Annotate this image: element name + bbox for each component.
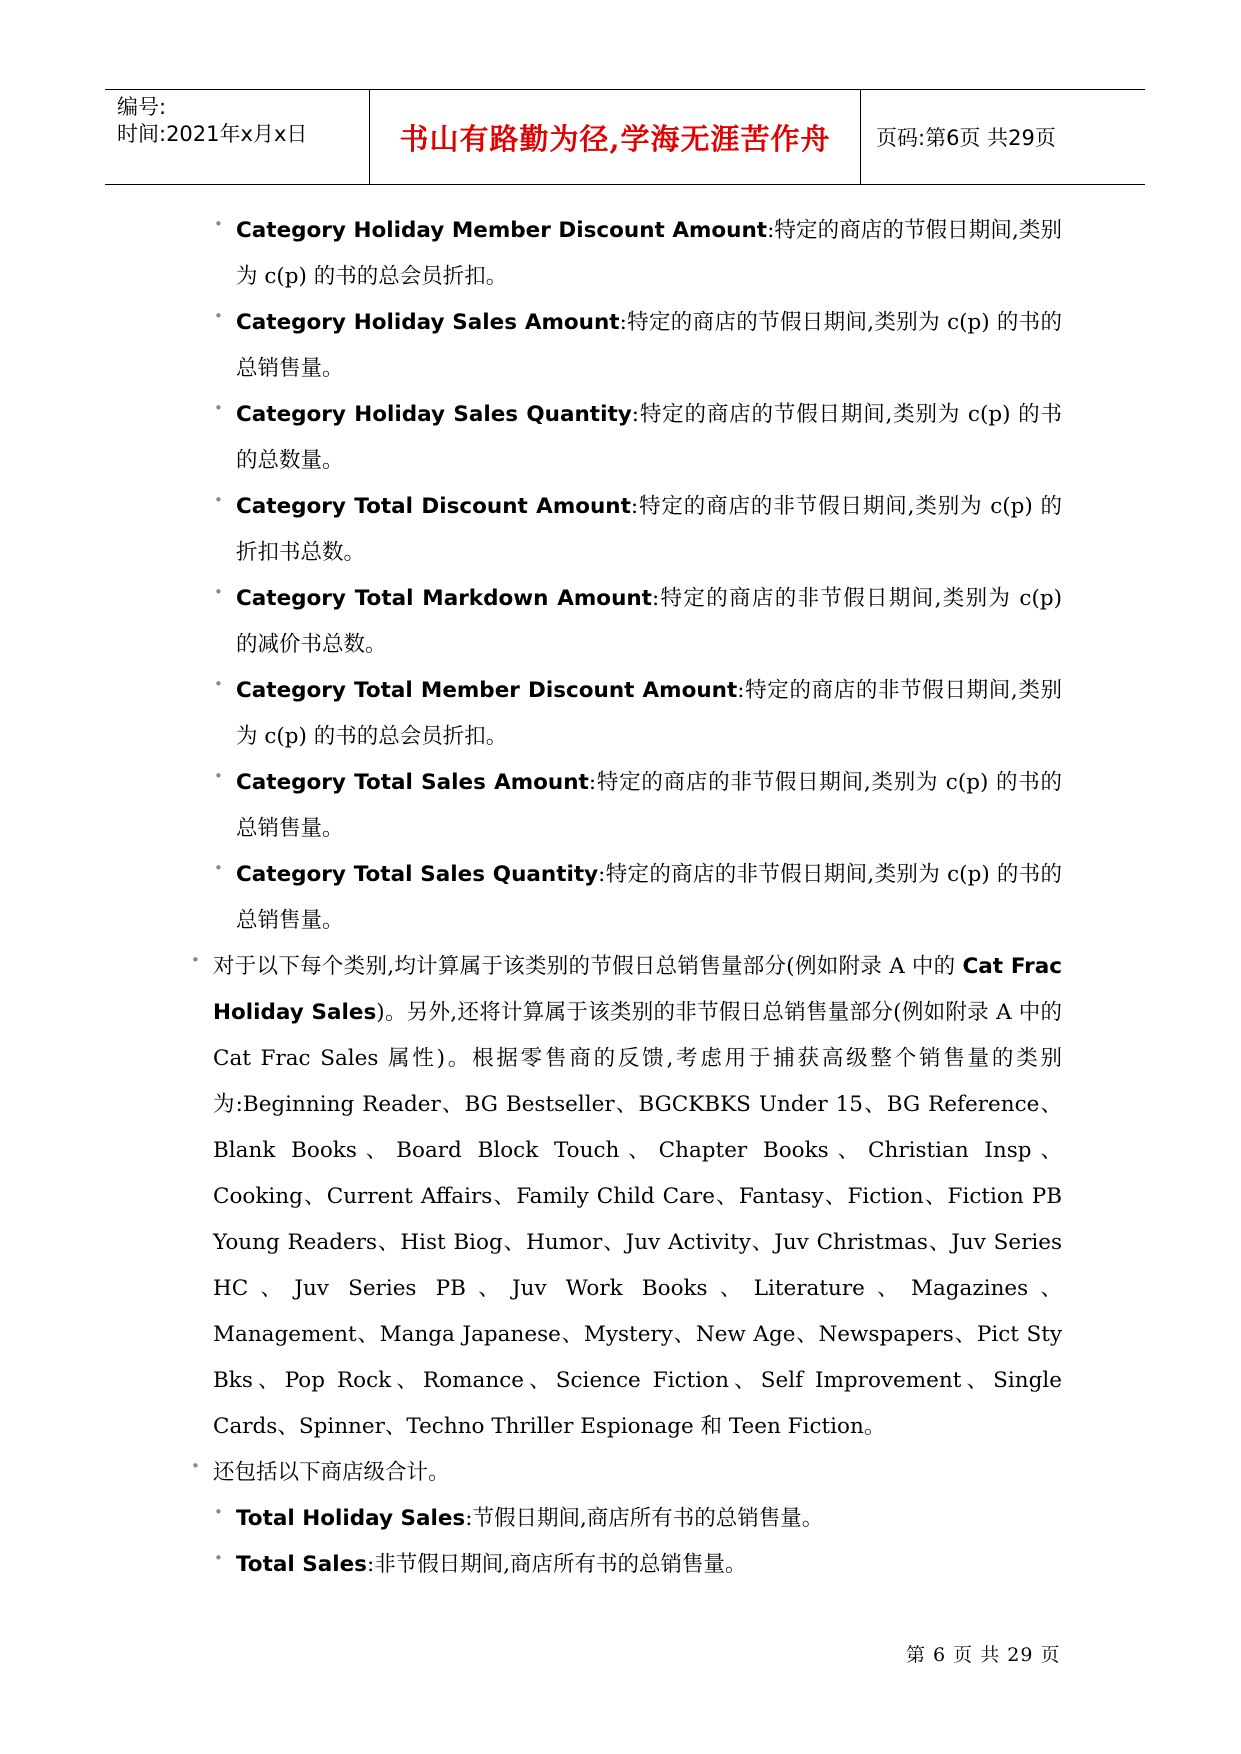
item-text: :特定的商店的节假日期间,类别为 c(p) 的书的总会员折扣。 [236, 218, 1062, 289]
bullet-icon: • [191, 1457, 200, 1475]
page-header [105, 89, 1145, 185]
bullet-icon: • [214, 859, 223, 877]
bullet-icon: • [214, 1549, 223, 1567]
list-item [214, 760, 1062, 852]
item-text: :特定的商店的节假日期间,类别为 c(p) 的书的总数量。 [236, 402, 1062, 473]
header-page-code: 页码:第6页 共29页 [876, 126, 1056, 150]
document-time-label: 时间:2021年x月x日 [117, 122, 308, 146]
item-text: :节假日期间,商店所有书的总销售量。 [465, 1506, 824, 1531]
item-term: Total Sales [236, 1552, 367, 1577]
item-term: Category Total Markdown Amount [236, 586, 652, 611]
item-text: :特定的商店的节假日期间,类别为 c(p) 的书的总销售量。 [236, 310, 1062, 381]
header-motto: 书山有路勤为径,学海无涯苦作舟 [399, 121, 831, 156]
list-item [214, 484, 1062, 576]
list-item [214, 208, 1062, 300]
bullet-icon: • [214, 675, 223, 693]
page-footer: 第 6 页 共 29 页 [906, 1644, 1061, 1666]
header-page-cell [862, 90, 1145, 184]
store-totals-intro [191, 1450, 1062, 1496]
item-term: Category Holiday Sales Amount [236, 310, 620, 335]
item-text: :特定的商店的非节假日期间,类别为 c(p) 的书的总会员折扣。 [236, 678, 1062, 749]
bullet-icon: • [214, 767, 223, 785]
item-term: Category Total Sales Quantity [236, 862, 599, 887]
item-term: Total Holiday Sales [236, 1506, 466, 1531]
item-text: :特定的商店的非节假日期间,类别为 c(p) 的折扣书总数。 [236, 494, 1062, 565]
header-motto-cell [370, 90, 861, 184]
item-term: Category Total Discount Amount [236, 494, 631, 519]
bullet-icon: • [214, 215, 223, 233]
list-item [214, 576, 1062, 668]
document-number-label: 编号: [117, 95, 167, 119]
paragraph-text-part1: 对于以下每个类别,均计算属于该类别的节假日总销售量部分(例如附录 A 中的 [213, 954, 963, 979]
list-item [214, 1542, 1062, 1588]
list-item [214, 852, 1062, 944]
bullet-icon: • [214, 583, 223, 601]
header-meta-cell [105, 90, 370, 184]
bullet-icon: • [191, 951, 200, 969]
bullet-icon: • [214, 307, 223, 325]
item-text: :特定的商店的非节假日期间,类别为 c(p) 的书的总销售量。 [236, 862, 1062, 933]
bullet-icon: • [214, 1503, 223, 1521]
paragraph-text-part2: )。另外,还将计算属于该类别的非节假日总销售量部分(例如附录 A 中的 Cat Frac Sales 属性)。根据零售商的反馈,考虑用于捕获高级整个销售量的类别为:Beginning Reader、BG Bestseller、BGCKBKS Under 15、BG Reference、Blank Books、Board Block Touch、Chapter Books、Christian Insp、Cooking、Current Affairs、Family Child Care、Fantasy、Fiction、Fiction PB Young Readers、Hist Biog、Humor、Juv Activity、Juv Christmas、Juv Series HC、Juv Series PB、Juv Work Books、Literature、Magazines、Management、Manga Japanese、Mystery、New Age、Newspapers、Pict Sty Bks、Pop Rock、Romance、Science Fiction、Self Improvement、Single Cards、Spinner、Techno Thriller Espionage 和 Teen Fiction。 [213, 1000, 1063, 1439]
list-item [214, 392, 1062, 484]
category-paragraph [191, 944, 1063, 1450]
item-term: Category Total Member Discount Amount [236, 678, 738, 703]
list-item [214, 1496, 1062, 1542]
bullet-icon: • [214, 491, 223, 509]
item-text: :特定的商店的非节假日期间,类别为 c(p) 的减价书总数。 [236, 586, 1062, 657]
item-term: Category Total Sales Amount [236, 770, 589, 795]
list-item [214, 668, 1062, 760]
item-term: Category Holiday Sales Quantity [236, 402, 632, 427]
bullet-icon: • [214, 399, 223, 417]
paragraph-term: Cat Frac Holiday Sales [213, 954, 1062, 1025]
list-item [214, 300, 1062, 392]
item-text: :特定的商店的非节假日期间,类别为 c(p) 的书的总销售量。 [236, 770, 1062, 841]
item-text: :非节假日期间,商店所有书的总销售量。 [366, 1552, 747, 1577]
store-totals-intro-text: 还包括以下商店级合计。 [213, 1460, 450, 1485]
item-term: Category Holiday Member Discount Amount [236, 218, 768, 243]
